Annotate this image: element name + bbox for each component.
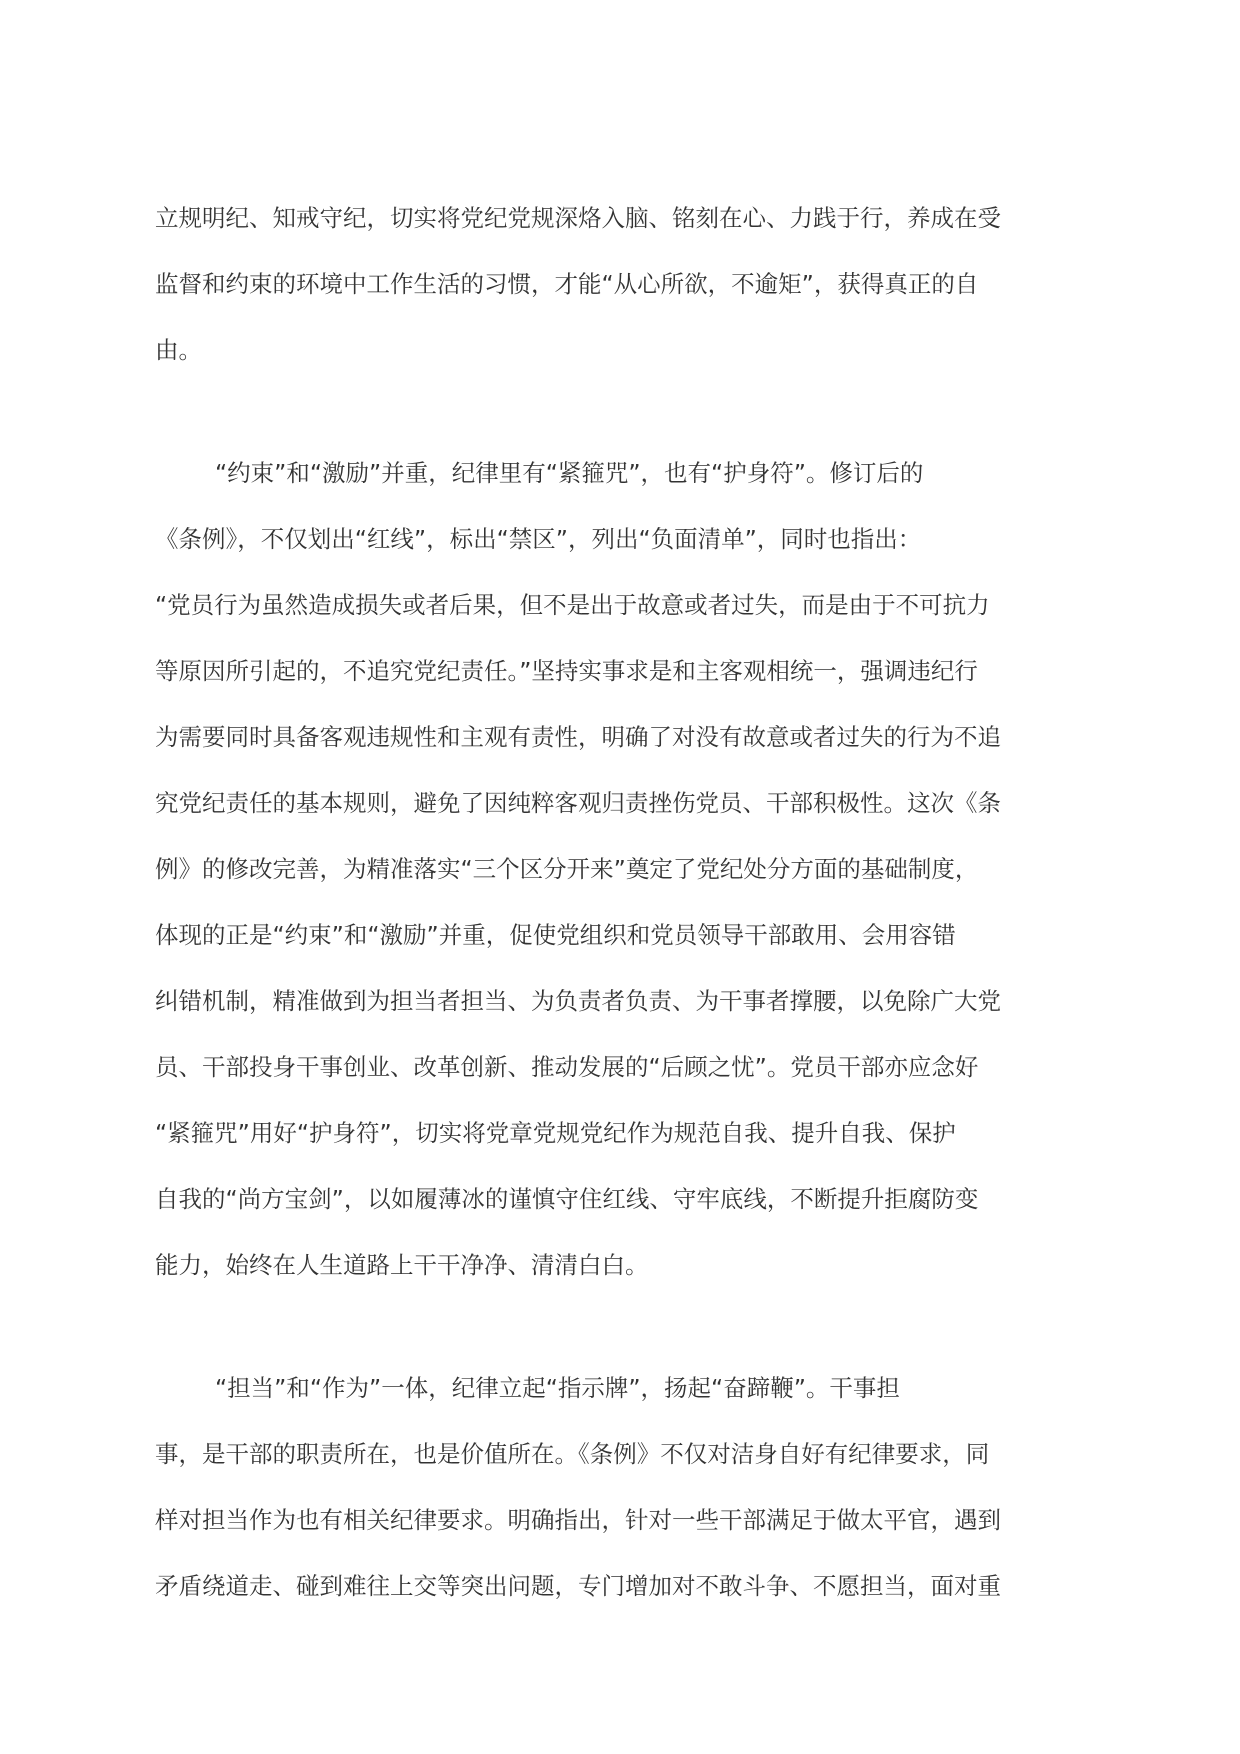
text-line: “紧箍咒”用好“护身符”，切实将党章党规党纪作为规范自我、提升自我、保护 xyxy=(155,1119,956,1147)
text-line: 体现的正是“约束”和“激励”并重，促使党组织和党员领导干部敢用、会用容错 xyxy=(155,921,956,949)
text-line: 为需要同时具备客观违规性和主观有责性，明确了对没有故意或者过失的行为不追 xyxy=(155,723,1001,751)
paragraph-3 xyxy=(155,1355,1060,1619)
text-line: 监督和约束的环境中工作生活的习惯，才能“从心所欲，不逾矩”，获得真正的自 xyxy=(155,270,979,298)
text-line: 能力，始终在人生道路上干干净净、清清白白。 xyxy=(155,1251,649,1279)
text-line: 自我的“尚方宝剑”，以如履薄冰的谨慎守住红线、守牢底线，不断提升拒腐防变 xyxy=(155,1185,979,1213)
text-line: 由。 xyxy=(155,336,202,364)
text-line: 立规明纪、知戒守纪，切实将党纪党规深烙入脑、铭刻在心、力践于行，养成在受 xyxy=(155,204,1001,232)
text-line: 纠错机制，精准做到为担当者担当、为负责者负责、为干事者撑腰，以免除广大党 xyxy=(155,987,1001,1015)
text-line: 矛盾绕道走、碰到难往上交等突出问题，专门增加对不敢斗争、不愿担当，面对重 xyxy=(155,1572,1001,1600)
paragraph-spacer xyxy=(155,383,1060,440)
text-line: 等原因所引起的，不追究党纪责任。”坚持实事求是和主客观相统一，强调违纪行 xyxy=(155,657,978,685)
paragraph-2 xyxy=(155,440,1060,1298)
paragraph-1 xyxy=(155,185,1060,383)
document-body xyxy=(155,185,1060,1619)
text-line: “担当”和“作为”一体，纪律立起“指示牌”，扬起“奋蹄鞭”。干事担 xyxy=(215,1374,900,1402)
text-line: 例》的修改完善，为精准落实“三个区分开来”奠定了党纪处分方面的基础制度， xyxy=(155,855,979,883)
text-line: 《条例》，不仅划出“红线”，标出“禁区”，列出“负面清单”，同时也指出： xyxy=(155,525,922,553)
text-line: 事，是干部的职责所在，也是价值所在。《条例》不仅对洁身自好有纪律要求，同 xyxy=(155,1440,990,1468)
text-line: 究党纪责任的基本规则，避免了因纯粹客观归责挫伤党员、干部积极性。这次《条 xyxy=(155,789,1001,817)
paragraph-spacer xyxy=(155,1298,1060,1355)
text-line: “约束”和“激励”并重，纪律里有“紧箍咒”，也有“护身符”。修订后的 xyxy=(215,459,924,487)
text-line: 样对担当作为也有相关纪律要求。明确指出，针对一些干部满足于做太平官，遇到 xyxy=(155,1506,1001,1534)
text-line: “党员行为虽然造成损失或者后果，但不是出于故意或者过失，而是由于不可抗力 xyxy=(155,591,990,619)
text-line: 员、干部投身干事创业、改革创新、推动发展的“后顾之忧”。党员干部亦应念好 xyxy=(155,1053,979,1081)
